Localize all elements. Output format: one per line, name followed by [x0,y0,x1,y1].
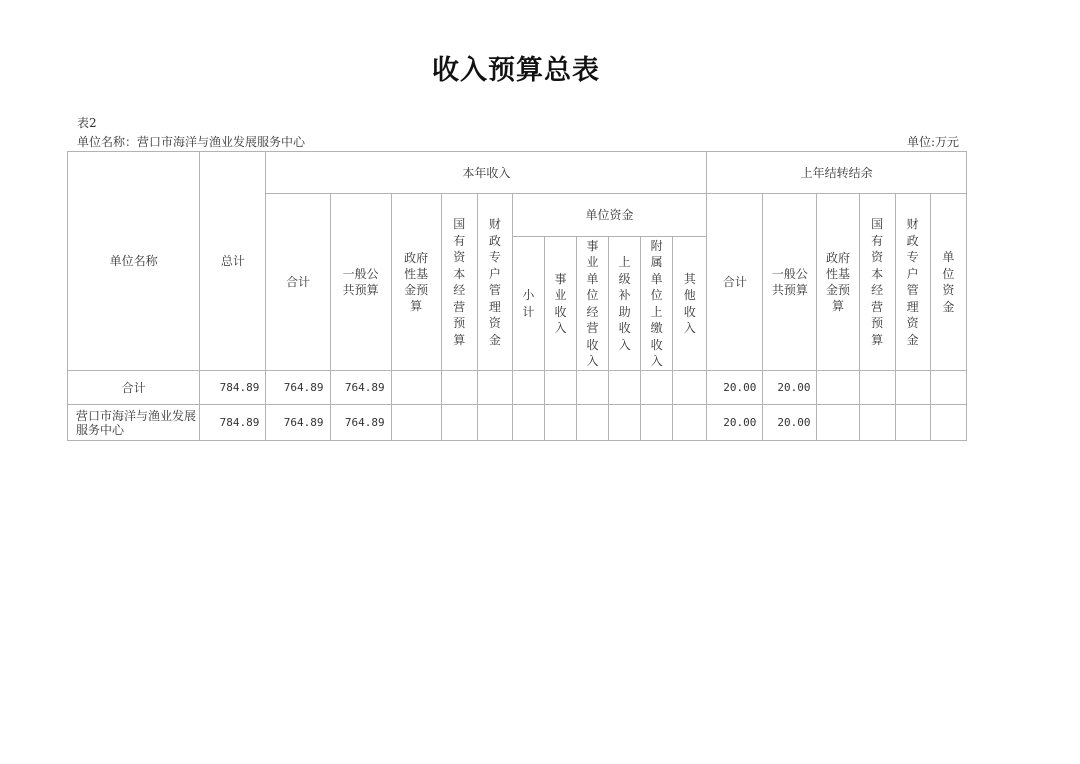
empty-cell [576,405,608,441]
row-cy-total: 764.89 [266,371,330,405]
header-uf-affiliated-remit: 附属单位上缴收入 [641,237,673,371]
empty-cell [673,371,707,405]
header-py-unit-funds: 单位资金 [930,194,966,371]
header-uf-business-income: 事业收入 [544,237,576,371]
empty-cell [576,371,608,405]
header-cy-state-capital: 国有资本经营预算 [441,194,477,371]
empty-cell [477,371,512,405]
empty-cell [930,371,966,405]
empty-cell [391,371,441,405]
empty-cell [512,405,544,441]
empty-cell [512,371,544,405]
header-py-general-public: 一般公共预算 [763,194,817,371]
row-cy-general: 764.89 [330,371,391,405]
empty-cell [930,405,966,441]
row-py-total: 20.00 [707,405,763,441]
header-uf-superior-subsidy: 上级补助收入 [609,237,641,371]
empty-cell [859,371,895,405]
empty-cell [477,405,512,441]
header-py-subtotal: 合计 [707,194,763,371]
empty-cell [544,371,576,405]
header-cy-fiscal-special: 财政专户管理资金 [477,194,512,371]
row-name: 营口市海洋与渔业发展服务中心 [68,405,200,441]
empty-cell [441,371,477,405]
row-name: 合计 [68,371,200,405]
header-prior-year-carryover: 上年结转结余 [707,152,967,194]
unit-label: 单位:万元 [906,135,959,149]
empty-cell [641,405,673,441]
table-row [68,371,967,405]
budget-table [67,151,967,441]
empty-cell [817,371,859,405]
header-py-state-capital: 国有资本经营预算 [859,194,895,371]
row-py-general: 20.00 [763,371,817,405]
header-uf-other-income: 其他收入 [673,237,707,371]
table-row [68,405,967,441]
row-total: 784.89 [200,405,266,441]
header-py-fiscal-special: 财政专户管理资金 [895,194,930,371]
row-py-general: 20.00 [763,405,817,441]
header-cy-general-public: 一般公共预算 [330,194,391,371]
empty-cell [859,405,895,441]
page-title: 收入预算总表 [432,55,600,86]
header-unit-name: 单位名称 [68,152,200,371]
empty-cell [609,405,641,441]
header-cy-subtotal: 合计 [266,194,330,371]
row-cy-total: 764.89 [266,405,330,441]
empty-cell [609,371,641,405]
row-py-total: 20.00 [707,371,763,405]
header-current-year-income: 本年收入 [266,152,707,194]
header-cy-gov-fund: 政府性基金预算 [391,194,441,371]
table-number: 表2 [77,116,97,130]
header-uf-operating-income: 事业单位经营收入 [576,237,608,371]
empty-cell [544,405,576,441]
empty-cell [391,405,441,441]
row-cy-general: 764.89 [330,405,391,441]
empty-cell [641,371,673,405]
header-uf-subtotal: 小计 [512,237,544,371]
empty-cell [895,405,930,441]
empty-cell [441,405,477,441]
header-total: 总计 [200,152,266,371]
empty-cell [895,371,930,405]
empty-cell [817,405,859,441]
header-py-gov-fund: 政府性基金预算 [817,194,859,371]
unit-name-line: 单位名称：营口市海洋与渔业发展服务中心 [77,135,306,149]
row-total: 784.89 [200,371,266,405]
empty-cell [673,405,707,441]
header-unit-funds: 单位资金 [512,194,706,237]
